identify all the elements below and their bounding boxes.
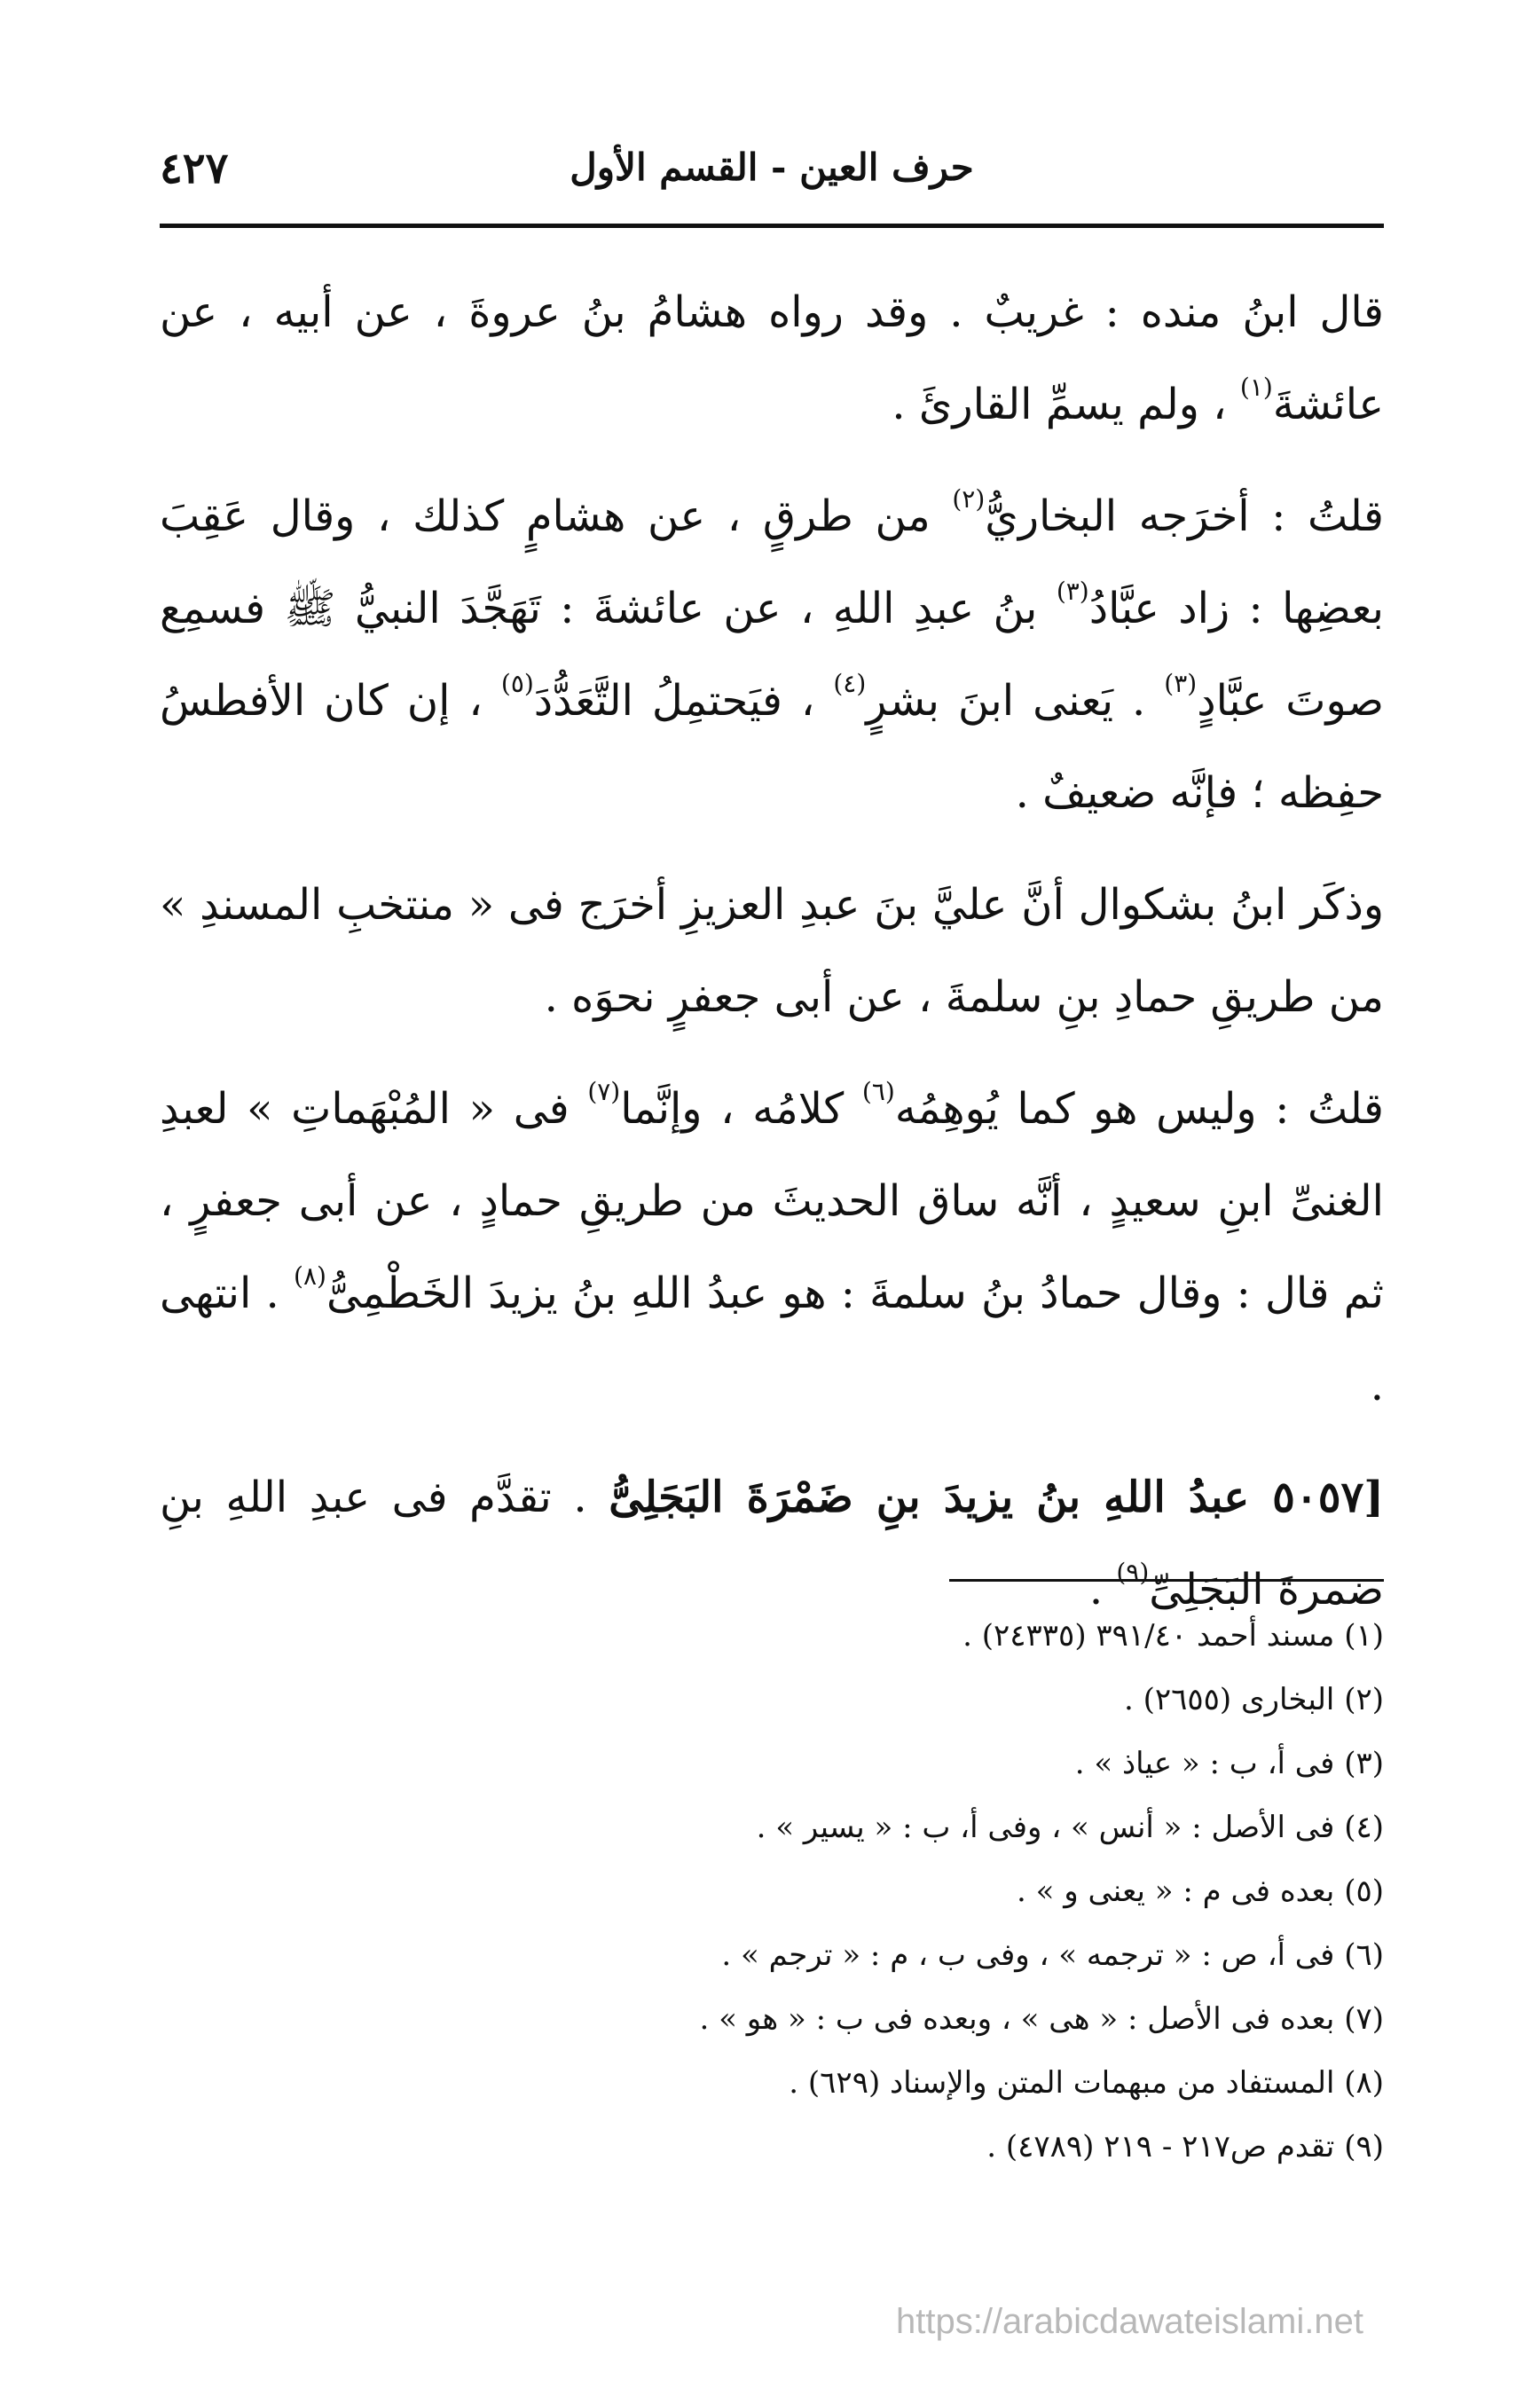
main-text: [160, 266, 1384, 1655]
footnote: (١) مسند أحمد ٣٩١/٤٠ (٢٤٣٣٥) .: [962, 1618, 1384, 1654]
footnotes-list: [160, 1604, 1384, 2179]
text-run: ، إن كان الأفطسُ حفِظه ؛ فإنَّه ضعيفٌ .: [160, 676, 1384, 818]
footnote: (٢) البخارى (٢٦٥٥) .: [1123, 1682, 1384, 1717]
text-run: فى « المُبْهَماتِ » لعبدِ الغنىِّ ابنِ سعيدٍ ، أنَّه ساق الحديثَ من طريقِ حمادٍ ، عن أبى جعفرٍ ، ثم قال : وقال حمادُ بنُ سلمةَ : هو عبدُ اللهِ بنُ يزيدَ الخَطْمِىُّ: [160, 1084, 1385, 1318]
watermark-url: https://arabicdawateislami.net: [896, 2302, 1363, 2341]
paragraph-4: [160, 1063, 1384, 1432]
text-run: ، ولم يسمِّ القارئَ .: [892, 380, 1240, 429]
text-run: . يَعنى ابنَ بشرٍ: [866, 676, 1165, 726]
entry-number: [٥٠٥٧: [1272, 1473, 1384, 1522]
paragraph-1: [160, 266, 1384, 451]
header-rule: [160, 224, 1384, 228]
text-run: وذكَر ابنُ بشكوال أنَّ عليَّ بنَ عبدِ العزيزِ أخرَج فى « منتخبِ المسندِ » من طريقِ حمادِ بنِ سلمةَ ، عن أبى جعفرٍ نحوَه .: [160, 880, 1384, 1022]
page-header: [160, 133, 1384, 204]
footnote-ref: (٨): [294, 1261, 326, 1291]
entry-name: عبدُ اللهِ بنُ يزيدَ بنِ ضَمْرَةَ البَجَلِىُّ: [609, 1473, 1273, 1522]
footnote-ref: (١): [1239, 373, 1273, 402]
footnote-ref: (٣): [1056, 577, 1089, 606]
footnote: (٣) فى أ، ب : « عياذ » .: [1074, 1746, 1384, 1781]
footnote: (٥) بعده فى م : « يعنى و » .: [1017, 1874, 1384, 1909]
footnote: (٨) المستفاد من مبهمات المتن والإسناد (٦٢٩) .: [789, 2065, 1384, 2101]
running-title: حرف العين - القسم الأول: [570, 145, 974, 189]
footnote-ref: (٥): [500, 669, 534, 698]
footnote-separator: [949, 1579, 1384, 1582]
text-run: من طرقٍ ، عن هشامٍ كذلك ، وقال عَقِبَ بعضِها : زاد عبَّادُ: [160, 491, 1384, 633]
footnote: (٩) تقدم ص٢١٧ - ٢١٩ (٤٧٨٩) .: [986, 2129, 1384, 2164]
footnote-ref: (٢): [952, 484, 986, 514]
text-run: .: [1088, 1565, 1117, 1614]
text-run: بنُ عبدِ اللهِ ، عن عائشةَ : تَهَجَّدَ النبيُّ ﷺ فسمِع صوتَ عبَّادٍ: [160, 584, 1385, 726]
page-number: ٤٢٧: [160, 144, 229, 193]
footnote-ref: (٦): [861, 1077, 895, 1106]
text-run: قلتُ : أخرَجه البخاريُّ: [985, 491, 1384, 541]
text-run: قلتُ : وليس هو كما يُوهِمُه: [894, 1084, 1385, 1134]
footnote-ref: (٣): [1164, 669, 1198, 698]
text-run: كلامُه ، وإنَّما: [620, 1084, 862, 1134]
paragraph-3: [160, 859, 1384, 1043]
footnote: (٦) فى أ، ص : « ترجمه » ، وفى ب ، م : « ترجم » .: [721, 1937, 1384, 1973]
footnote-ref: (٤): [833, 669, 867, 698]
footnote: (٧) بعده فى الأصل : « هى » ، وبعده فى ب : « هو » .: [699, 2001, 1384, 2037]
footnote-ref: (٧): [587, 1077, 621, 1106]
text-run: ، فيَحتمِلُ التَّعَدُّدَ: [533, 676, 834, 726]
footnote: (٤) فى الأصل : « أنس » ، وفى أ، ب : « يسير » .: [756, 1810, 1384, 1845]
paragraph-2: [160, 470, 1384, 839]
text-run: قال ابنُ منده : غريبٌ . وقد رواه هشامُ بنُ عروةَ ، عن أبيه ، عن عائشةَ: [160, 287, 1384, 429]
footnote-ref: (٩): [1116, 1558, 1150, 1587]
text-run: . تقدَّم فى عبدِ اللهِ بنِ ضمرةَ البَجَلِىِّ: [160, 1473, 1384, 1614]
text-run: . انتهى .: [160, 1269, 1384, 1410]
